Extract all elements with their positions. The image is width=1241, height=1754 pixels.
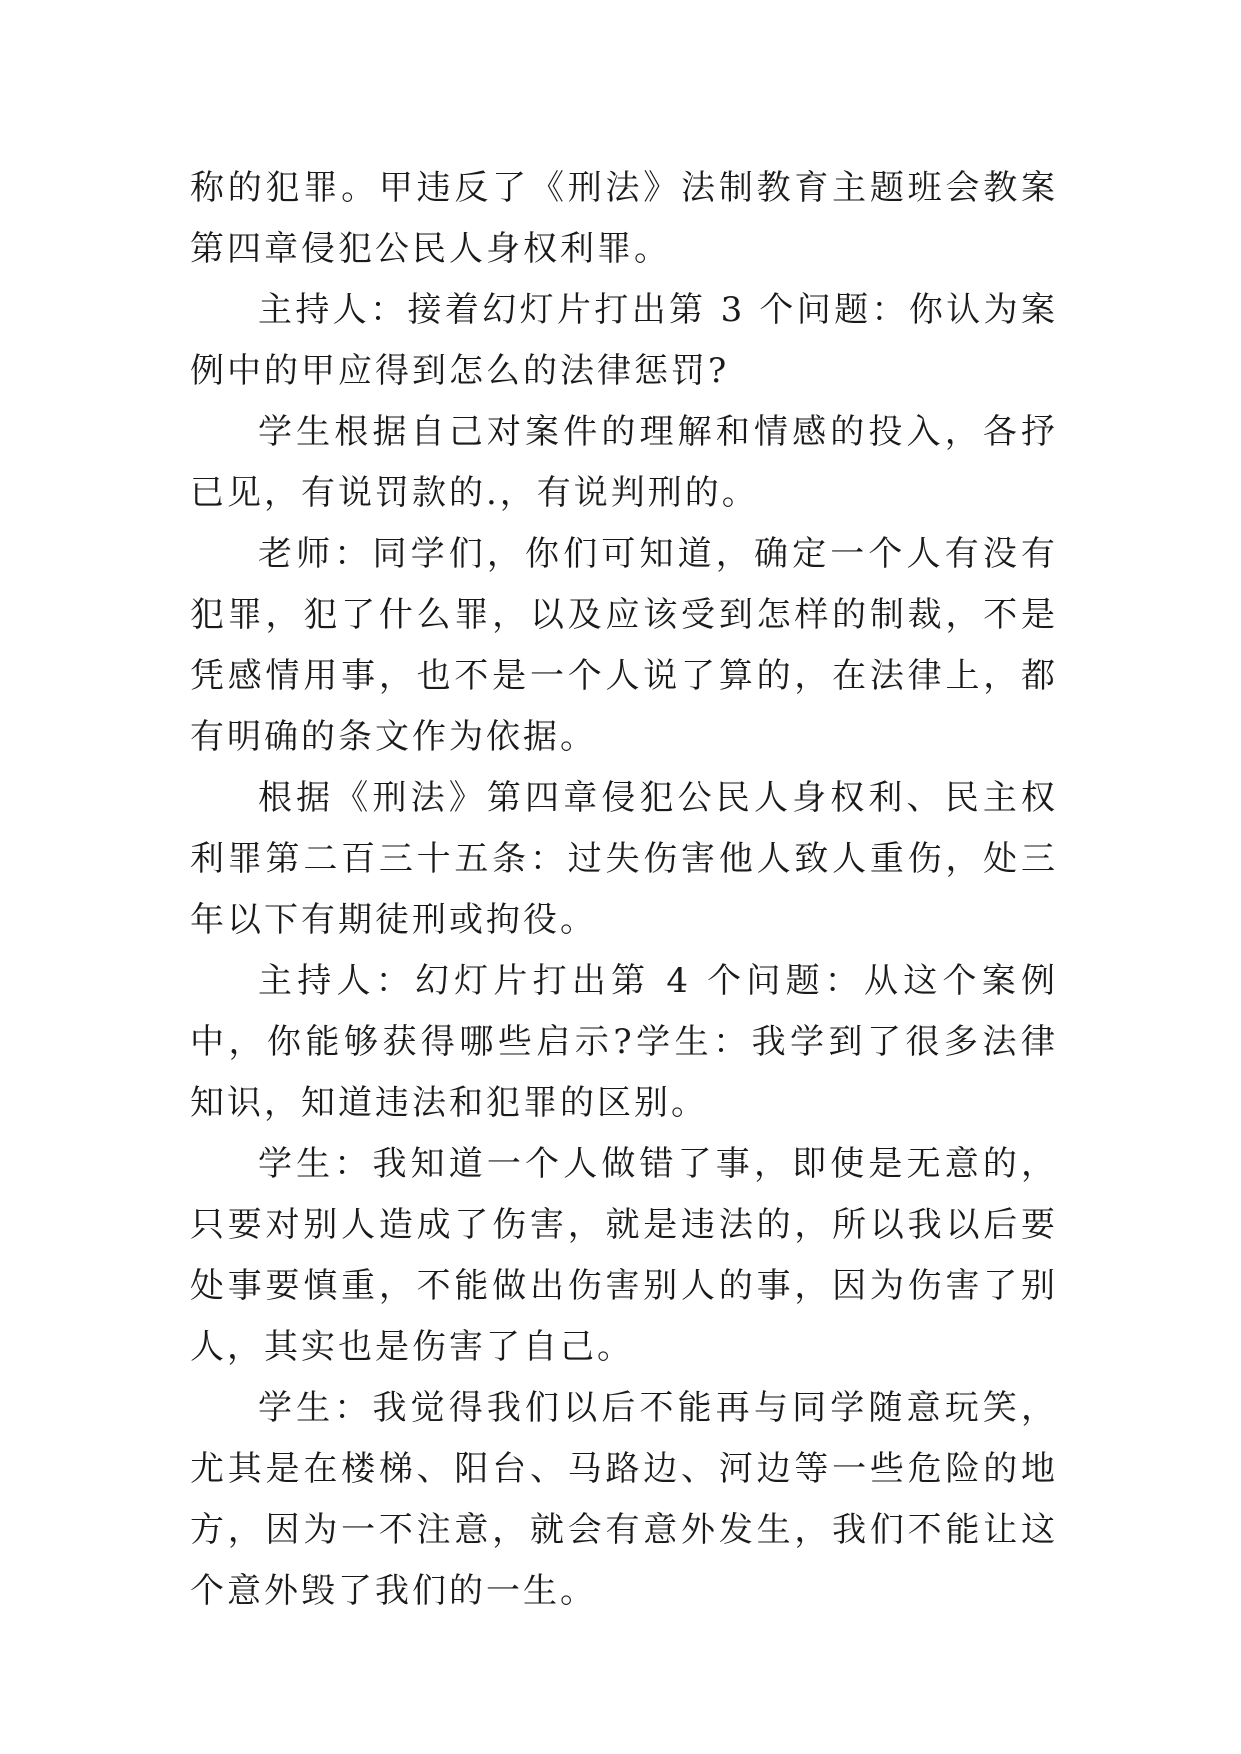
paragraph: 主持人：接着幻灯片打出第 3 个问题：你认为案例中的甲应得到怎么的法律惩罚? xyxy=(190,290,1058,391)
paragraph: 老师：同学们，你们可知道，确定一个人有没有犯罪，犯了什么罪，以及应该受到怎样的制裁，不是凭感情用事，也不是一个人说了算的，在法律上，都有明确的条文作为依据。 xyxy=(190,534,1058,757)
paragraph: 主持人：幻灯片打出第 4 个问题：从这个案例中，你能够获得哪些启示?学生：我学到了很多法律知识，知道违法和犯罪的区别。 xyxy=(190,961,1058,1123)
paragraph: 学生：我知道一个人做错了事，即使是无意的，只要对别人造成了伤害，就是违法的，所以我以后要处事要慎重，不能做出伤害别人的事，因为伤害了别人，其实也是伤害了自己。 xyxy=(190,1144,1058,1367)
paragraph: 根据《刑法》第四章侵犯公民人身权利、民主权利罪第二百三十五条：过失伤害他人致人重伤，处三年以下有期徒刑或拘役。 xyxy=(190,778,1058,940)
document-body xyxy=(190,158,1058,1622)
paragraph: 学生根据自己对案件的理解和情感的投入，各抒已见，有说罚款的.，有说判刑的。 xyxy=(190,412,1058,513)
paragraph: 称的犯罪。甲违反了《刑法》法制教育主题班会教案第四章侵犯公民人身权利罪。 xyxy=(190,168,1058,269)
paragraph: 学生：我觉得我们以后不能再与同学随意玩笑，尤其是在楼梯、阳台、马路边、河边等一些危险的地方，因为一不注意，就会有意外发生，我们不能让这个意外毁了我们的一生。 xyxy=(190,1388,1058,1611)
